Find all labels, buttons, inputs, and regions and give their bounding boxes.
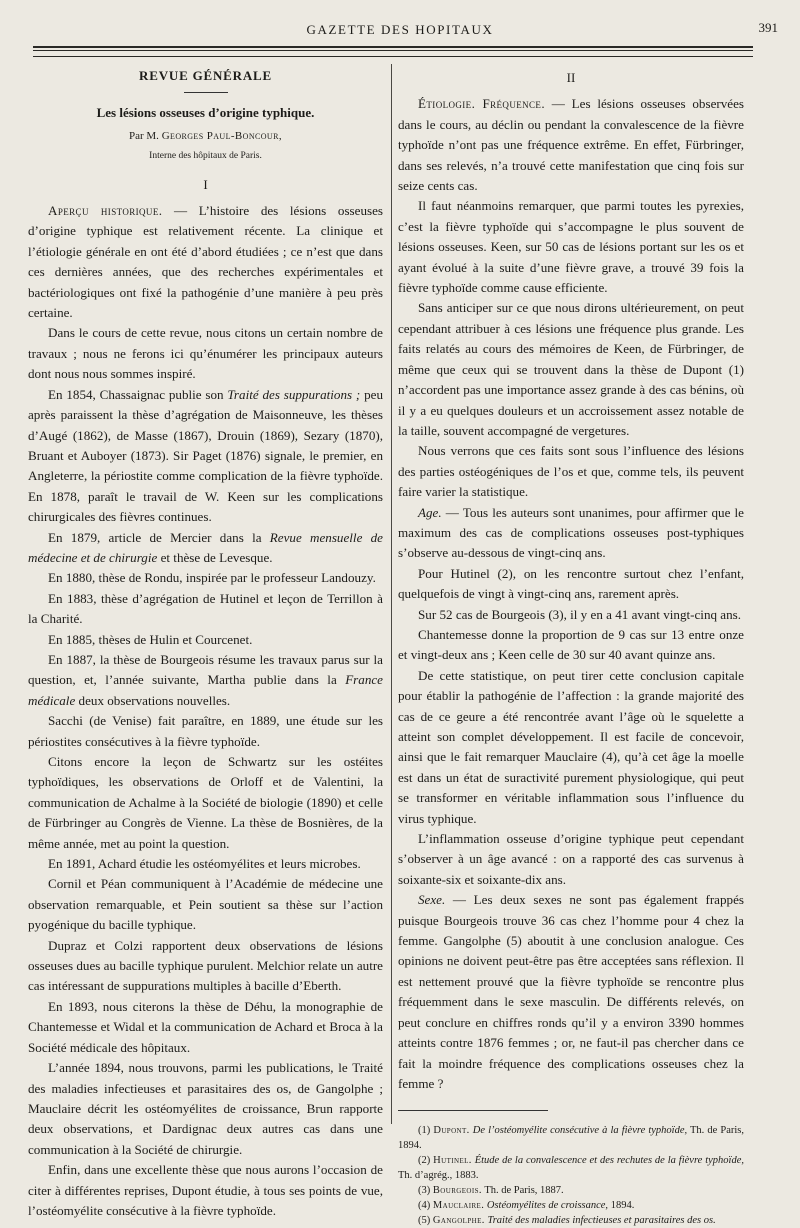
header-rule: [33, 46, 753, 48]
paragraph-text: — Les deux sexes ne sont pas également frappés puisque Bourgeois trouve 36 cas chez l’homme pour 4 chez la femme. Gangolphe (5) aboutit à une conclusion analogue. Ces opinions ne doivent peut-être pas être acceptées sans réflexion. Il est nettement prouvé que la fièvre typhoïde se rencontre plus fréquemment dans le sexe masculin. De différents relevés, on peut conclure en chiffres ronds qu’il y a environ 3390 hommes atteints contre 1876 femmes ; or, ne faut-il pas chercher dans ce fait la moindre fréquence des complications osseuses chez la femme ?: [398, 892, 744, 1091]
paragraph-text: — Tous les auteurs sont unanimes, pour affirmer que le maximum des cas de complications osseuses post-typhiques s’observe au-dessous de vingt-cinq ans.: [398, 504, 744, 561]
header-rule: [33, 56, 753, 57]
footnote-title: Étude de la convalescence et des rechutes de la fièvre typhoïde,: [471, 1155, 744, 1167]
footnote-author: Mauclaire.: [432, 1200, 485, 1212]
footnote-text: Th. d’agrég., 1883.: [398, 1170, 479, 1182]
footnote-author: Dupont.: [433, 1125, 470, 1137]
footnote-divider: [398, 1110, 548, 1111]
paragraph: Dupraz et Colzi rapportent deux observations de lésions osseuses dues au bacille typhique purulent. Melchior relate un autre cas intéressant de suppurations multiples à bacille d’Eberth.: [28, 937, 383, 994]
footnote: [398, 1198, 744, 1213]
footnote-number: (4): [418, 1200, 433, 1212]
footnote: [398, 1123, 744, 1153]
footnote-author: Hutinel.: [433, 1155, 472, 1167]
footnote-title: Ostéomyélites de croissance,: [484, 1200, 609, 1212]
footnote-text: Th. de Paris, 1887.: [481, 1185, 564, 1197]
paragraph: Chantemesse donne la proportion de 9 cas sur 13 entre onze et vingt-deux ans ; Keen celle de 30 sur 40 avant quinze ans.: [398, 626, 744, 663]
paragraph: Pour Hutinel (2), on les rencontre surtout chez l’enfant, quelquefois de vingt à vingt-cinq ans, rarement après.: [398, 565, 744, 602]
byline: [28, 126, 383, 146]
paragraph: Nous verrons que ces faits sont sous l’influence des lésions des parties ostéogéniques de l’os et que, comme tels, ils peuvent faire varier la statistique.: [398, 443, 744, 500]
paragraph: Cornil et Péan communiquent à l’Académie de médecine une observation remarquable, et Pein soutient sa thèse sur l’action pyogénique du bacille typhique.: [28, 876, 383, 933]
footnote-text: 1894.: [608, 1200, 635, 1212]
paragraph-lead: Age.: [418, 504, 442, 520]
paragraph: [28, 201, 383, 323]
paragraph: En 1893, nous citerons la thèse de Déhu, la monographie de Chantemesse et Widal et la communication de Achard et Broca à la Société médicale des hôpitaux.: [28, 998, 383, 1055]
paragraph-text: peu après paraissent la thèse d’agrégation de Maisonneuve, les thèses d’Augé (1862), de Masse (1867), Drouin (1869), Sezary (1870), Bruant et Auboyer (1873). Sir Paget (1876) signale, le premier, en Angleterre, la périostite comme complication de la fièvre typhoïde. En 1878, paraît le travail de W. Keen sur les complications chirurgicales des fièvres continues.: [28, 386, 383, 525]
footnote-author: Gangolphe.: [432, 1215, 485, 1227]
section-title: REVUE GÉNÉRALE: [139, 68, 272, 83]
article-title: Les lésions osseuses d’origine typhique.: [96, 105, 315, 121]
paragraph: L’année 1894, nous trouvons, parmi les publications, le Traité des maladies infectieuses et parasitaires des os, de Gangolphe ; Mauclaire décrit les ostéomyélites de croissance, Brun rapporte deux observations, et Dardignac deux autres cas dans une communication à la Société de chirurgie.: [28, 1060, 383, 1157]
paragraph: Sur 52 cas de Bourgeois (3), il y en a 41 avant vingt-cinq ans.: [418, 606, 742, 622]
paragraph-lead: Étiologie. Fréquence.: [418, 96, 545, 112]
paragraph: Sans anticiper sur ce que nous dirons ultérieurement, on peut cependant attribuer à ces lésions une fréquence plus grande. Les faits relatés au cours des mémoires de Keen, de Fürbringer, de même que ceux qui se trouvent dans la thèse de Dupont (1) n’accordent pas une importance assez grande à des cas bénins, où il y a eu quelques douleurs et un accroissement assez notable de la taille, souvent accompagné de vergetures.: [398, 300, 744, 438]
footnote-title: Traité des maladies infectieuses et parasitaires des os.: [484, 1215, 716, 1227]
footnote-number: (1): [418, 1125, 434, 1137]
right-column: [398, 64, 744, 1228]
running-head: GAZETTE DES HOPITAUX: [306, 22, 494, 37]
paragraph: L’inflammation osseuse d’origine typhique peut cependant s’observer à un âge avancé : on a rapporté des cas survenus à soixante-six et soixante-dix ans.: [398, 831, 744, 887]
paragraph: Citons encore la leçon de Schwartz sur les ostéites typhoïdiques, les observations de Orloff et de Valentini, la communication de Achalme à la Société de biologie (1890) et celle de Fürbringer au Congrès de Vienne. La thèse de Bosnières, de la même année, met au point la question.: [28, 754, 383, 851]
journal-title: France médicale: [28, 672, 383, 708]
paragraph: En 1885, thèses de Hulin et Courcenet.: [48, 631, 253, 647]
paragraph-lead: Sexe.: [418, 892, 446, 908]
paragraph: En 1891, Achard étudie les ostéomyélites et leurs microbes.: [48, 856, 361, 872]
footnote-number: (3): [418, 1185, 433, 1197]
title-divider: [184, 92, 228, 93]
column-divider: [391, 64, 392, 1124]
paragraph: Enfin, dans une excellente thèse que nous aurons l’occasion de citer à différentes reprises, Dupont étudie, à tous ses points de vue, l’ostéomyélite consécutive à la fièvre typhoïde.: [28, 1162, 383, 1218]
byline-prefix: Par M.: [128, 129, 162, 142]
paragraph: [398, 94, 744, 196]
paragraph-lead: Aperçu historique.: [48, 203, 163, 219]
paragraph: Sacchi (de Venise) fait paraître, en 1889, une étude sur les périostites consécutives à la fièvre typhoïde.: [28, 713, 383, 749]
paragraph-text: — L’histoire des lésions osseuses d’origine typhique est relativement récente. La clinique et l’étiologie générale en ont été d’abord étudiées ; ce n’est que dans ces dernières années, que des recherches expérimentales et bactériologiques ont fixé la pathogénie d’une manière à peu près certaine.: [28, 203, 383, 321]
footnote-text: Th. de Paris, 1894.: [398, 1125, 744, 1152]
paragraph: En 1883, thèse d’agrégation de Hutinel et leçon de Terrillon à la Charité.: [28, 590, 383, 627]
footnotes: [398, 1123, 744, 1228]
paragraph: Dans le cours de cette revue, nous citons un certain nombre de travaux ; nous ne ferons ici qu’énumérer les principaux auteurs dont nous nous sommes inspiré.: [28, 325, 383, 382]
book-title: Traité des suppurations ;: [227, 386, 361, 402]
section-number: I: [203, 176, 208, 192]
footnote: [398, 1183, 744, 1198]
journal-title: Revue mensuelle de médecine et de chirurgie: [28, 529, 383, 565]
paragraph: Il faut néanmoins remarquer, que parmi toutes les pyrexies, c’est la fièvre typhoïde qui s’accompagne le plus souvent de lésions osseuses. Keen, sur 50 cas de lésions portant sur les os et ayant évolué à la suite d’une fièvre grave, a trouvé 39 fois la fièvre typhoïde comme cause efficiente.: [398, 198, 744, 296]
paragraph: En 1880, thèse de Rondu, inspirée par le professeur Landouzy.: [48, 570, 376, 586]
paragraph-text: En 1879, article de Mercier dans la: [48, 529, 270, 545]
paragraph: [28, 650, 383, 711]
paragraph: [28, 528, 383, 569]
paragraph-text: En 1887, la thèse de Bourgeois résume les travaux parus sur la question, et, l’année suivante, Martha publie dans la: [28, 651, 383, 688]
footnote-number: (5): [418, 1215, 433, 1227]
byline-author: Georges Paul-Boncour,: [161, 129, 282, 142]
paragraph: [398, 890, 744, 1094]
footnote: [398, 1153, 744, 1183]
paragraph: [28, 385, 383, 528]
paragraph: [398, 503, 744, 564]
paragraph: De cette statistique, on peut tirer cette conclusion capitale pour établir la pathogénie de l’affection : la grande majorité des cas de ce geure a été rencontrée avant l’âge où le squelette a atteint son complet développement. Il est facile de concevoir, ainsi que le fait remarquer Mauclaire (4), qu’à cet âge la moelle est dans un état de suractivité purement physiologique, qui peut se transformer en véritable inflammation sous l’influence du virus typhique.: [398, 667, 744, 826]
page-number: 391: [758, 20, 778, 35]
paragraph-text: deux observations nouvelles.: [75, 692, 231, 708]
footnote-number: (2): [418, 1155, 434, 1167]
footnote: [398, 1213, 744, 1228]
footnote-author: Bourgeois.: [432, 1185, 482, 1197]
footnote-title: De l’ostéomyélite consécutive à la fièvre typhoïde,: [469, 1125, 688, 1137]
section-number: II: [566, 70, 576, 85]
left-column: [28, 64, 383, 1221]
header-rule: [33, 50, 753, 51]
paragraph-text: et thèse de Levesque.: [157, 549, 273, 565]
byline-note: Interne des hôpitaux de Paris.: [149, 151, 262, 162]
paragraph-text: — Les lésions osseuses observées dans le cours, au déclin ou pendant la convalescence de la fièvre typhoïde n’ont pas une fréquence extrême. En effet, Fürbringer, dans ses relevés, n’a trouvé cette manifestation que cinq fois sur seize cents cas.: [398, 96, 745, 194]
paragraph-text: En 1854, Chassaignac publie son: [48, 386, 228, 402]
